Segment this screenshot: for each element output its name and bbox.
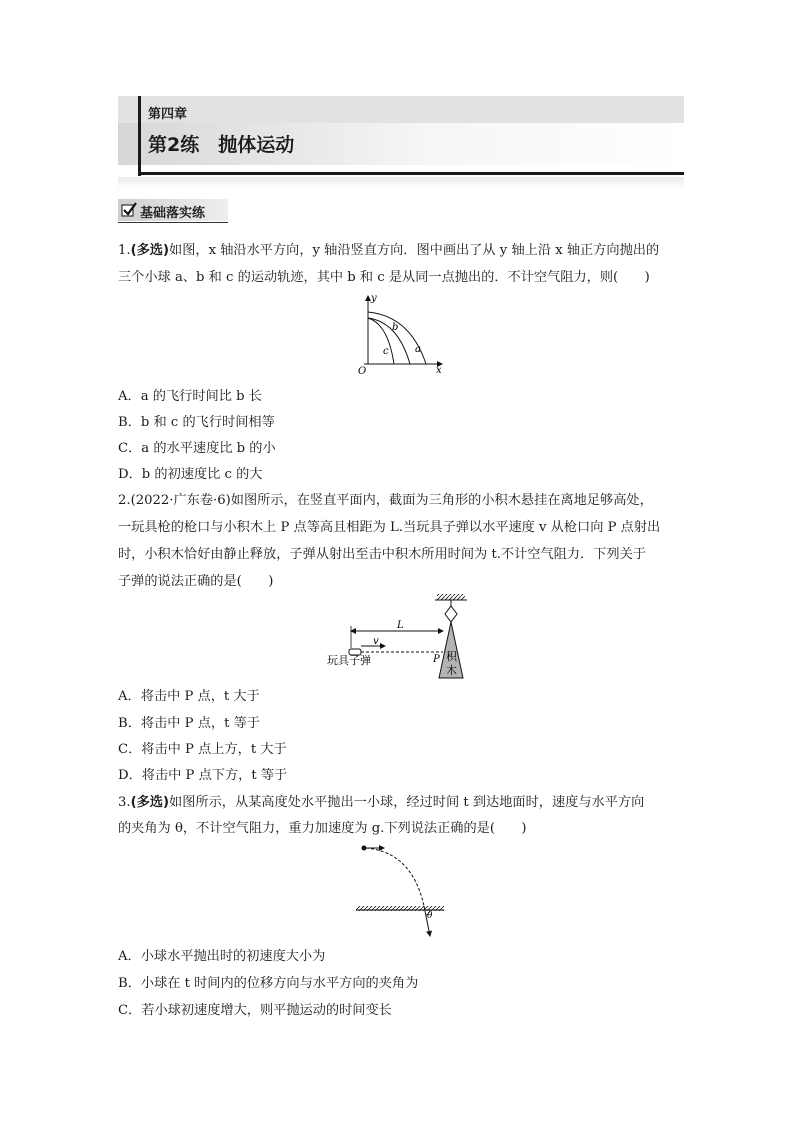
- trajectory-c: [368, 318, 394, 364]
- q3-number: 3.: [118, 795, 131, 810]
- section-title: 基础落实练: [140, 206, 206, 221]
- q2-line-3: 时，小积木恰好由静止释放，子弹从射出至击中积木所用时间为 t.不计空气阻力．下列关于: [118, 547, 646, 562]
- q3-projectile-figure: [350, 840, 450, 940]
- q3-option-c: C．若小球初速度增大，则平抛运动的时间变长: [118, 1003, 392, 1018]
- trajectory: [366, 848, 424, 906]
- label-origin: O: [358, 366, 367, 377]
- trajectory-b: [368, 318, 410, 364]
- q1-line1-text: 如图，x 轴沿水平方向，y 轴沿竖直方向．图中画出了从 y 轴上沿 x 轴正方向抛出的: [169, 243, 660, 258]
- q1-option-b: B．b 和 c 的飞行时间相等: [118, 415, 275, 430]
- header-vertical-rule: [138, 96, 141, 176]
- clamp: [445, 606, 457, 622]
- header-horizontal-rule: [138, 172, 684, 175]
- q1-number: 1.: [118, 243, 131, 258]
- q3-line-1: [118, 794, 644, 812]
- lesson-title: 第2练 抛体运动: [148, 134, 295, 156]
- chapter-label: 第四章: [148, 107, 188, 122]
- q2-option-c: C．将击中 P 点上方，t 大于: [118, 742, 287, 757]
- q3-option-a: A．小球水平抛出时的初速度大小为: [118, 949, 326, 964]
- ball: [362, 846, 367, 851]
- label-c: c: [383, 346, 389, 357]
- label-theta: θ: [427, 911, 433, 921]
- header-band: [118, 96, 684, 123]
- label-a: a: [415, 344, 421, 355]
- label-block-1: 积: [446, 650, 457, 663]
- label-L: L: [397, 620, 404, 631]
- ceiling: [437, 594, 465, 600]
- q3-option-b: B．小球在 t 时间内的位移方向与水平方向的夹角为: [118, 976, 419, 991]
- q1-tag: (多选): [130, 243, 170, 258]
- q1-line-2: 三个小球 a、b 和 c 的运动轨迹，其中 b 和 c 是从同一点抛出的．不计空气阻力，则( ): [118, 270, 650, 285]
- section-tag: [118, 199, 228, 221]
- q3-line-2: 的夹角为 θ，不计空气阻力，重力加速度为 g.下列说法正确的是( ): [118, 821, 527, 836]
- q3-line1-text: 如图所示，从某高度处水平抛出一小球，经过时间 t 到达地面时，速度与水平方向: [169, 795, 645, 810]
- q2-option-d: D．将击中 P 点下方，t 等于: [118, 768, 288, 783]
- chapter-header: [118, 96, 684, 192]
- label-bullet: 玩具子弹: [327, 654, 371, 667]
- label-y: y: [371, 293, 377, 304]
- checkbox-icon: [120, 201, 138, 219]
- label-P: P: [433, 654, 440, 665]
- q3-tag: (多选): [130, 795, 170, 810]
- label-x: x: [436, 365, 442, 376]
- q2-line-2: 一玩具枪的枪口与小积木上 P 点等高且相距为 L.当玩具子弹以水平速度 v 从枪口向 P 点射出: [118, 520, 661, 535]
- q1-line-1: [118, 242, 659, 260]
- section-underline: [118, 222, 228, 223]
- q1-trajectory-figure: [350, 290, 450, 378]
- q1-option-a: A．a 的飞行时间比 b 长: [118, 389, 262, 404]
- label-block-2: 木: [446, 664, 457, 677]
- q2-option-a: A．将击中 P 点，t 大于: [118, 689, 260, 704]
- q1-option-d: D．b 的初速度比 c 的大: [118, 467, 263, 482]
- label-v: v: [373, 636, 379, 647]
- q2-line-4: 子弹的说法正确的是( ): [118, 574, 274, 589]
- q2-line-1: 2.(2022·广东卷·6)如图所示，在竖直平面内，截面为三角形的小积木悬挂在离地足够高处，: [118, 493, 653, 508]
- label-b: b: [392, 322, 399, 333]
- q2-toy-gun-figure: [325, 592, 485, 682]
- header-shadow: [118, 177, 684, 189]
- q1-option-c: C．a 的水平速度比 b 的小: [118, 441, 276, 456]
- q2-option-b: B．将击中 P 点，t 等于: [118, 716, 260, 731]
